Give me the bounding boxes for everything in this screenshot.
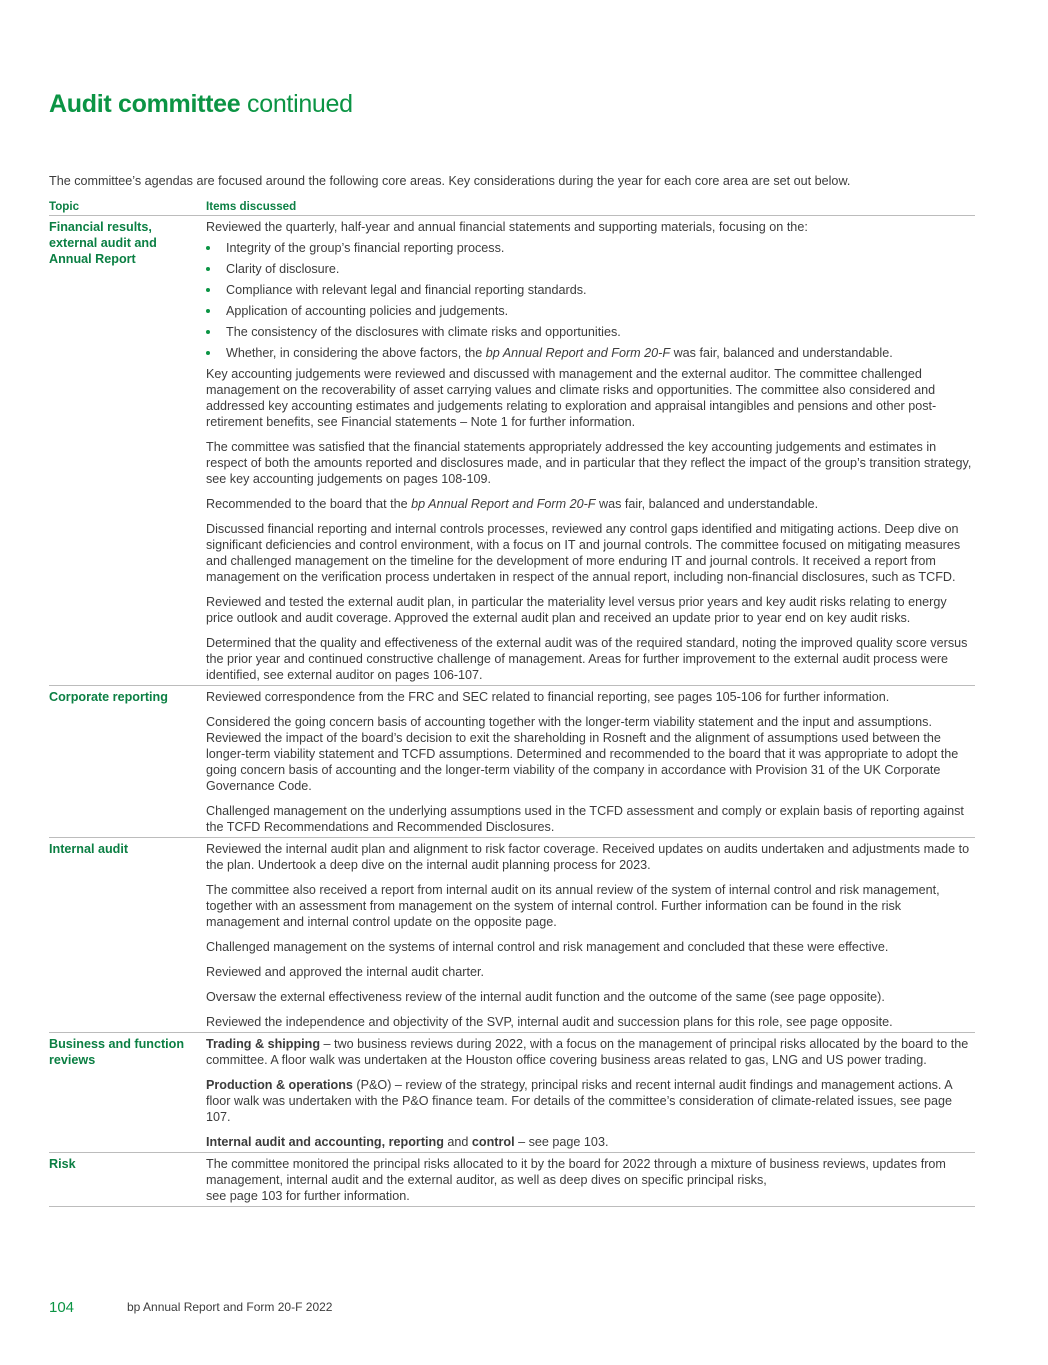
text: The committee monitored the principal risks allocated to it by the board for 2022 through a mixture of business reviews, updates from management, internal audit and the external auditor, as well as deep dives on specific principal risks, — [206, 1157, 946, 1187]
bullet-text: The consistency of the disclosures with climate risks and opportunities. — [226, 325, 621, 339]
items-corporate — [206, 686, 975, 838]
financial-bullet-list — [206, 240, 975, 361]
bullet-icon — [206, 267, 210, 271]
bold-lead: Production & operations — [206, 1078, 353, 1092]
bullet-text: Whether, in considering the above factors, the — [226, 346, 486, 360]
financial-paragraph-5: Reviewed and tested the external audit plan, in particular the materiality level versus prior years and key audit risks relating to energy price outlook and audit coverage. Approved the external audit plan and received an update prior to year end on key audit risks. — [206, 595, 947, 625]
list-item — [206, 261, 975, 277]
page-number: 104 — [49, 1299, 75, 1316]
corporate-paragraph-3: Challenged management on the underlying assumptions used in the TCFD assessment and comply or explain basis of reporting against the TCFD Recommendations and Recommended Disclosures. — [206, 804, 964, 834]
business-paragraph-2 — [206, 1077, 975, 1125]
bullet-text: Clarity of disclosure. — [226, 262, 340, 276]
internal-paragraph-2: The committee also received a report from internal audit on its annual review of the system of internal control and risk management, together with an assessment from management on the system of internal control. Further information can be found in the risk management and internal control update on the opposite page. — [206, 883, 940, 929]
items-business — [206, 1033, 975, 1153]
bullet-icon — [206, 309, 210, 313]
financial-paragraph-6: Determined that the quality and effectiveness of the external audit was of the required standard, noting the improved quality score versus the prior year and continued constructive challenge of management. Areas for further improvement to the external audit process were identified, see external auditor on pages 106-107. — [206, 636, 968, 682]
list-item — [206, 282, 975, 298]
financial-paragraph-3 — [206, 496, 975, 512]
text: see page 103 for further information. — [206, 1189, 410, 1203]
bullet-text: Compliance with relevant legal and financial reporting standards. — [226, 283, 587, 297]
intro-text: The committee’s agendas are focused around the following core areas. Key considerations during the year for each core area are set out below. — [49, 174, 851, 188]
topic-risk: Risk — [49, 1153, 206, 1207]
footer-document-title: bp Annual Report and Form 20-F 2022 — [127, 1300, 333, 1314]
bullet-text: Application of accounting policies and judgements. — [226, 304, 509, 318]
topic-corporate: Corporate reporting — [49, 686, 206, 838]
business-paragraph-3 — [206, 1134, 975, 1150]
topic-internal-audit: Internal audit — [49, 838, 206, 1033]
internal-paragraph-6: Reviewed the independence and objectivity of the SVP, internal audit and succession plans for this role, see page opposite. — [206, 1015, 893, 1029]
corporate-paragraph-1: Reviewed correspondence from the FRC and SEC related to financial reporting, see pages 105-106 for further information. — [206, 690, 890, 704]
bold-lead: Internal audit and accounting, reporting — [206, 1135, 444, 1149]
report-title-italic: bp Annual Report and Form 20-F — [411, 497, 596, 511]
financial-paragraph-1: Key accounting judgements were reviewed and discussed with management and the external auditor. The committee challenged management on the recoverability of asset carrying values and climate risks and opportunities. The committee also considered and addressed key accounting estimates and judgements relating to exploration and appraisal intangibles and pensions and other post-retirement benefits, see Financial statements – Note 1 for further information. — [206, 367, 937, 429]
financial-paragraph-4: Discussed financial reporting and internal controls processes, reviewed any control gaps identified and mitigating actions. Deep dive on significant deficiencies and control environment, with a focus on IT and journal controls. The committee focused on mitigating measures and challenged management on the timeline for the development of more enduring IT and journal controls. It received a report from management on the verification process undertaken in respect of the annual report, including non-financial disclosures, such as TCFD. — [206, 522, 961, 584]
bullet-text: Integrity of the group’s financial reporting process. — [226, 241, 505, 255]
corporate-paragraph-2: Considered the going concern basis of accounting together with the longer-term viability statement and the input and assumptions. Reviewed the impact of the board’s decision to exit the shareholding in Rosneft and the alignment of assumptions used between the longer-term viability statement and TCFD assumptions. Determined and recommended to the board that it was appropriate to adopt the going concern basis of accounting and the longer-term viability of the company in accordance with Provision 31 of the UK Corporate Governance Code. — [206, 715, 959, 793]
table-row-risk — [49, 1153, 975, 1207]
bullet-icon — [206, 288, 210, 292]
items-risk — [206, 1153, 975, 1207]
financial-paragraph-2: The committee was satisfied that the financial statements appropriately addressed the key accounting judgements and estimates in respect of both the amounts reported and disclosures made, and in particular that they reflect the impact of the group’s transition strategy, see key accounting judgements on pages 108-109. — [206, 440, 972, 486]
text: was fair, balanced and understandable. — [595, 497, 819, 511]
text: and — [443, 1135, 472, 1149]
bullet-text-end: was fair, balanced and understandable. — [670, 346, 893, 360]
topic-financial: Financial results, external audit and Annual Report — [49, 216, 206, 686]
bullet-icon — [206, 351, 210, 355]
financial-lead: Reviewed the quarterly, half-year and annual financial statements and supporting materials, focusing on the: — [206, 220, 808, 234]
table-row-business — [49, 1033, 975, 1153]
items-financial — [206, 216, 975, 686]
list-item — [206, 345, 975, 361]
table-row-internal-audit — [49, 838, 975, 1033]
internal-paragraph-3: Challenged management on the systems of internal control and risk management and concluded that these were effective. — [206, 940, 889, 954]
table-header-row — [49, 198, 975, 216]
column-header-topic: Topic — [49, 198, 206, 216]
page-title-bold: Audit committee — [49, 90, 241, 118]
text: (P&O) – review of the strategy, principal risks and recent internal audit findings and management actions. A floor walk was undertaken with the P&O finance team. For details of the committee’s consideration of climate-related issues, see page 107. — [206, 1078, 952, 1124]
table-row-financial — [49, 216, 975, 686]
list-item — [206, 324, 975, 340]
text: Recommended to the board that the — [206, 497, 412, 511]
table-row-corporate — [49, 686, 975, 838]
column-header-items: Items discussed — [206, 198, 975, 216]
bullet-icon — [206, 330, 210, 334]
topic-business: Business and function reviews — [49, 1033, 206, 1153]
risk-paragraph-1 — [206, 1156, 975, 1204]
text: – two business reviews during 2022, with a focus on the management of principal risks allocated by the board to the committee. A floor walk was undertaken at the Houston office covering business areas related to gas, LNG and US power trading. — [206, 1037, 969, 1067]
report-title-italic: bp Annual Report and Form 20-F — [485, 346, 671, 360]
bullet-icon — [206, 246, 210, 250]
bold-lead: Trading & shipping — [206, 1037, 321, 1051]
items-internal-audit — [206, 838, 975, 1033]
business-paragraph-1 — [206, 1036, 975, 1068]
internal-paragraph-1: Reviewed the internal audit plan and alignment to risk factor coverage. Received updates on audits undertaken and adjustments made to the plan. Undertook a deep dive on the internal audit planning process for 2023. — [206, 842, 970, 872]
internal-paragraph-5: Oversaw the external effectiveness review of the internal audit function and the outcome of the same (see page opposite). — [206, 990, 885, 1004]
topics-table — [49, 198, 975, 1207]
page-title-continued: continued — [247, 90, 353, 118]
bold-lead: control — [471, 1135, 515, 1149]
text: – see page 103. — [514, 1135, 609, 1149]
internal-paragraph-4: Reviewed and approved the internal audit charter. — [206, 965, 484, 979]
list-item — [206, 303, 975, 319]
page-title — [49, 90, 353, 119]
list-item — [206, 240, 975, 256]
